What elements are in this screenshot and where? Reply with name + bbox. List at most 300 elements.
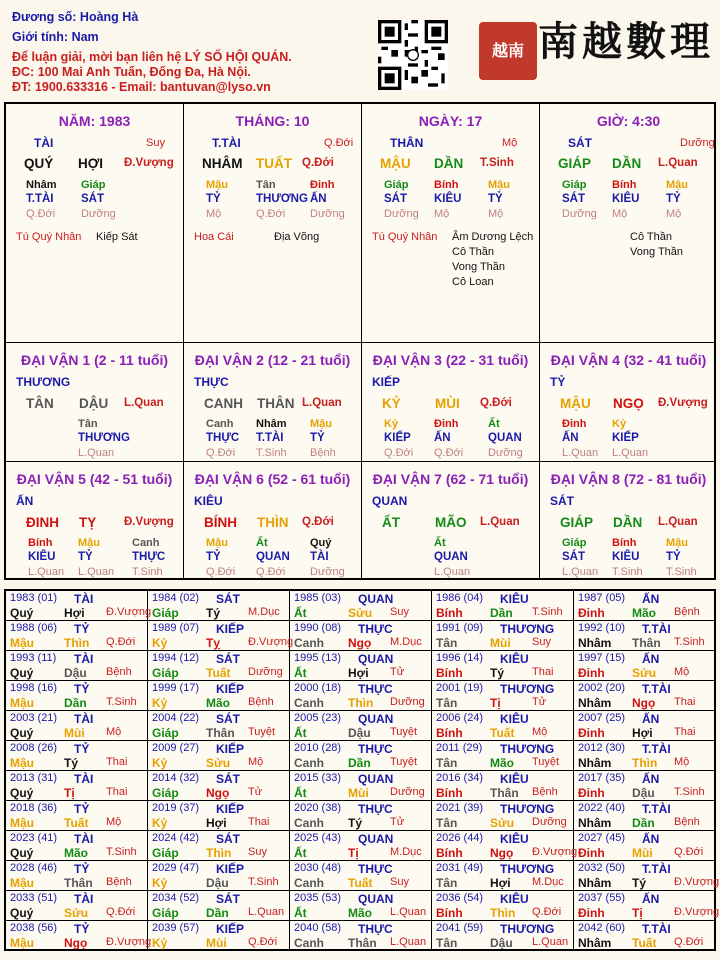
year-god: KIẾP [216, 742, 245, 756]
year-stem: Canh [294, 936, 324, 950]
year-branch: Mùi [632, 846, 653, 860]
year-stem: Mậu [10, 876, 34, 890]
year-stem: Kỷ [152, 936, 168, 950]
year-label: 2016 (34) [436, 772, 484, 784]
dai-van-hidden-stage: Q.Đới [256, 566, 286, 578]
year-label: 1998 (16) [10, 682, 58, 694]
hidden-stem: Mậu [206, 179, 228, 191]
year-branch: Ngọ [64, 936, 88, 950]
year-god: ẤN [642, 712, 660, 726]
year-stem: Đinh [578, 846, 605, 860]
year-god: THỰC [358, 922, 393, 936]
year-cell [432, 711, 574, 741]
year-branch: Thân [632, 636, 661, 650]
year-stem: Canh [294, 636, 324, 650]
dai-van-hidden-stage: L.Quan [612, 447, 649, 459]
year-label: 1991 (09) [436, 622, 484, 634]
year-cell [574, 681, 714, 711]
year-cell [148, 651, 290, 681]
year-stem: Ất [294, 786, 307, 800]
year-stage: Thai [248, 816, 270, 828]
year-cell [6, 681, 148, 711]
year-branch: Tý [632, 876, 647, 890]
year-label: 2030 (48) [294, 862, 342, 874]
year-branch: Sửu [490, 816, 515, 830]
year-label: 2032 (50) [578, 862, 626, 874]
pillar-god: T.TÀI [212, 136, 241, 150]
year-label: 2007 (25) [578, 712, 626, 724]
year-stem: Quý [10, 906, 34, 920]
year-label: 2015 (33) [294, 772, 342, 784]
hidden-god: SÁT [562, 193, 585, 205]
year-branch: Dậu [64, 666, 87, 680]
year-god: THƯƠNG [500, 922, 555, 936]
year-stage: L.Quan [532, 936, 569, 948]
year-cell [6, 891, 148, 921]
dai-van-hidden-god: TỶ [78, 551, 93, 563]
year-god: SÁT [216, 652, 240, 666]
dai-van-branch-stage: L.Quan [124, 397, 164, 409]
year-god: TỶ [74, 922, 90, 936]
dai-van-hidden-stem: Mậu [310, 418, 332, 430]
qr-code-icon [378, 20, 448, 90]
chart-header [0, 0, 720, 100]
pillar-title: THÁNG: 10 [235, 113, 310, 129]
year-stage: Bệnh [106, 876, 132, 888]
year-cell [148, 741, 290, 771]
year-stage: Tuyệt [390, 756, 418, 768]
year-god: QUAN [358, 772, 394, 786]
year-branch: Hợi [348, 666, 369, 680]
dai-van-god: KIÊU [194, 494, 223, 508]
year-label: 2037 (55) [578, 892, 626, 904]
year-god: TỶ [74, 682, 90, 696]
year-branch: Dần [348, 756, 371, 770]
dai-van-stem: BÍNH [204, 515, 237, 530]
year-label: 2027 (45) [578, 832, 626, 844]
year-stem: Ất [294, 846, 307, 860]
pillar-title: NĂM: 1983 [58, 113, 131, 129]
year-god: TÀI [74, 652, 94, 666]
year-stem: Bính [436, 666, 463, 680]
dai-van-god: SÁT [550, 494, 574, 508]
pillar-god: SÁT [568, 136, 592, 150]
year-cell [432, 801, 574, 831]
hidden-god: SÁT [384, 193, 407, 205]
year-stem: Mậu [10, 636, 34, 650]
year-label: 2009 (27) [152, 742, 200, 754]
year-stage: Tuyệt [248, 726, 276, 738]
year-label: 2012 (30) [578, 742, 626, 754]
hidden-stem: Bính [612, 179, 637, 191]
year-cell [432, 681, 574, 711]
year-branch: Dậu [206, 876, 229, 890]
year-label: 2019 (37) [152, 802, 200, 814]
hidden-stem: Bính [434, 179, 459, 191]
hidden-stage: Dưỡng [81, 208, 116, 220]
year-cell [290, 711, 432, 741]
year-branch: Tuất [632, 936, 657, 950]
year-stage: Thai [674, 696, 696, 708]
star-right: Địa Võng [274, 231, 320, 243]
header-line: ĐC: 100 Mai Anh Tuấn, Đống Đa, Hà Nội. [12, 65, 251, 79]
year-label: 2014 (32) [152, 772, 200, 784]
year-stage: Đ.Vượng [674, 906, 720, 918]
dai-van-title: ĐẠI VẬN 5 (42 - 51 tuổi) [16, 471, 173, 487]
year-god: KIÊU [500, 892, 529, 906]
year-stage: Suy [248, 846, 267, 858]
year-god: THỰC [358, 862, 393, 876]
year-cell [574, 621, 714, 651]
dai-van-hidden-god: TÀI [310, 551, 329, 563]
year-god: T.TÀI [642, 922, 671, 936]
year-branch: Thìn [206, 846, 232, 860]
year-stem: Nhâm [578, 636, 612, 650]
dai-van-title: ĐẠI VẬN 6 (52 - 61 tuổi) [194, 471, 351, 487]
year-branch: Thìn [490, 906, 516, 920]
year-cell [574, 591, 714, 621]
year-cell [148, 681, 290, 711]
year-label: 1987 (05) [578, 592, 626, 604]
year-branch: Mão [490, 756, 514, 770]
year-branch: Mão [348, 906, 372, 920]
year-cell [148, 711, 290, 741]
year-label: 2025 (43) [294, 832, 342, 844]
dai-van-hidden-stem: Kỷ [384, 418, 399, 430]
year-god: TỶ [74, 802, 90, 816]
year-label: 1989 (07) [152, 622, 200, 634]
dai-van-god: THƯƠNG [16, 375, 71, 389]
header-line: ĐT: 1900.633316 - Email: bantuvan@lyso.vn [12, 80, 271, 94]
year-label: 2005 (23) [294, 712, 342, 724]
year-label: 2011 (29) [436, 742, 483, 754]
year-stem: Giáp [152, 666, 179, 680]
dai-van-branch-stage: L.Quan [658, 516, 698, 528]
year-stage: Tử [390, 666, 405, 678]
hidden-stage: Dưỡng [384, 208, 419, 220]
dai-van-stem: MẬU [560, 396, 591, 411]
year-god: QUAN [358, 712, 394, 726]
year-stage: Q.Đới [106, 636, 136, 648]
year-god: THỰC [358, 802, 393, 816]
year-cell [574, 741, 714, 771]
dai-van-hidden-stem: Ất [434, 537, 446, 549]
year-stem: Canh [294, 756, 324, 770]
year-label: 1992 (10) [578, 622, 626, 634]
dai-van-hidden-stem: Ất [488, 418, 500, 430]
dai-van-hidden-god: TỶ [666, 551, 681, 563]
year-branch: Tuất [348, 876, 373, 890]
hidden-stage: Mộ [666, 208, 682, 220]
year-stage: M.Dục [248, 606, 280, 618]
year-branch: Mùi [348, 786, 369, 800]
hidden-god: KIÊU [612, 193, 640, 205]
year-stage: Q.Đới [248, 936, 278, 948]
dai-van-hidden-stem: Bính [28, 537, 53, 549]
year-stem: Tân [436, 936, 458, 950]
dai-van-hidden-stage: T.Sinh [256, 447, 287, 459]
year-branch: Mùi [490, 636, 511, 650]
year-stem: Đinh [578, 906, 605, 920]
year-branch: Ngọ [632, 696, 656, 710]
year-stage: Mộ [106, 726, 122, 738]
year-label: 2000 (18) [294, 682, 342, 694]
year-branch: Sửu [64, 906, 89, 920]
year-stem: Quý [10, 666, 34, 680]
dai-van-title: ĐẠI VẬN 2 (12 - 21 tuổi) [194, 352, 351, 368]
star-right: Cô Thần [630, 231, 672, 243]
year-cell [432, 831, 578, 861]
year-cell [290, 741, 432, 771]
year-cell [6, 801, 148, 831]
pillar-branch-stage: L.Quan [658, 157, 698, 169]
year-branch: Tị [348, 846, 359, 860]
year-stage: Mộ [248, 756, 264, 768]
year-god: SÁT [216, 772, 240, 786]
pillar-title: NGÀY: 17 [418, 113, 483, 129]
year-god: KIÊU [500, 832, 529, 846]
year-cell [290, 651, 432, 681]
dai-van-branch: THÂN [257, 396, 295, 411]
pillar-branch: TUẤT [256, 156, 292, 171]
year-label: 2024 (42) [152, 832, 200, 844]
dai-van-hidden-god: ẤN [562, 432, 579, 444]
year-branch: Tý [490, 666, 505, 680]
year-stem: Giáp [152, 786, 179, 800]
dai-van-hidden-god: QUAN [488, 432, 522, 444]
year-stem: Tân [436, 816, 458, 830]
year-branch: Tị [632, 906, 643, 920]
dai-van-hidden-stage: T.Sinh [132, 566, 163, 578]
dai-van-god: KIẾP [372, 375, 401, 389]
year-label: 1996 (14) [436, 652, 484, 664]
year-branch: Thân [64, 876, 93, 890]
dai-van-branch: MÃO [435, 515, 467, 530]
year-branch: Ngọ [490, 846, 514, 860]
year-stem: Mậu [10, 756, 34, 770]
year-stage: L.Quan [390, 906, 427, 918]
year-label: 2038 (56) [10, 922, 58, 934]
dai-van-god: QUAN [372, 494, 408, 508]
year-cell [290, 921, 432, 949]
pillar-stem: GIÁP [558, 156, 592, 171]
year-label: 1988 (06) [10, 622, 58, 634]
hidden-god: THƯƠNG [256, 193, 308, 205]
dai-van-hidden-stem: Kỷ [612, 418, 627, 430]
dai-van-branch-stage: L.Quan [480, 516, 520, 528]
year-cell [148, 831, 290, 861]
dai-van-hidden-god: KIẾP [384, 432, 411, 444]
year-god: T.TÀI [642, 802, 671, 816]
year-stage: Bệnh [106, 666, 132, 678]
year-stem: Giáp [152, 906, 179, 920]
year-stage: Dưỡng [532, 816, 567, 828]
year-god: KIẾP [216, 802, 245, 816]
red-seal-logo: 越南 [479, 22, 537, 80]
hidden-god: TỶ [666, 193, 681, 205]
year-stem: Mậu [10, 816, 34, 830]
dai-van-hidden-stem: Đinh [434, 418, 459, 430]
year-stem: Nhâm [578, 936, 612, 950]
year-stage: Đ.Vượng [532, 846, 578, 858]
year-stage: Suy [390, 876, 409, 888]
year-god: T.TÀI [642, 742, 671, 756]
year-stem: Quý [10, 726, 34, 740]
year-branch: Dần [64, 696, 87, 710]
year-label: 2001 (19) [436, 682, 484, 694]
year-cell [290, 771, 432, 801]
pillar-title: GIỜ: 4:30 [596, 113, 661, 129]
year-stage: Bệnh [674, 606, 700, 618]
year-stage: L.Quan [390, 936, 427, 948]
year-label: 1985 (03) [294, 592, 342, 604]
year-stem: Đinh [578, 606, 605, 620]
year-god: THƯƠNG [500, 622, 555, 636]
hidden-stage: Q.Đới [26, 208, 56, 220]
year-branch: Mão [206, 696, 230, 710]
year-god: KIẾP [216, 862, 245, 876]
year-label: 2013 (31) [10, 772, 58, 784]
dai-van-branch-stage: L.Quan [302, 397, 342, 409]
pillar-stem: QUÝ [24, 156, 54, 171]
year-cell [6, 651, 148, 681]
pillar-stage: Q.Đới [324, 137, 354, 149]
year-branch: Hợi [632, 726, 653, 740]
year-branch: Dần [632, 816, 655, 830]
dai-van-hidden-stage: T.Sinh [612, 566, 643, 578]
year-label: 2017 (35) [578, 772, 626, 784]
year-stage: Q.Đới [674, 936, 704, 948]
hidden-god: TỶ [488, 193, 503, 205]
hidden-god: ẤN [310, 193, 327, 205]
hidden-stem: Tân [256, 179, 276, 191]
year-god: TÀI [74, 892, 94, 906]
year-cell [6, 831, 148, 861]
year-label: 1993 (11) [10, 652, 57, 664]
year-god: KIẾP [216, 922, 245, 936]
header-line: Để luận giải, mời bạn liên hệ LÝ SỐ HỘI QUÁN. [12, 50, 292, 64]
dai-van-hidden-stem: Đinh [562, 418, 587, 430]
year-branch: Thân [206, 726, 235, 740]
year-branch: Hợi [64, 606, 85, 620]
year-stage: Đ.Vượng [248, 636, 294, 648]
dai-van-hidden-god: ẤN [434, 432, 451, 444]
year-branch: Sửu [632, 666, 657, 680]
pillar-branch-stage: Q.Đới [302, 157, 334, 169]
year-god: ẤN [642, 832, 660, 846]
pillar-god: TÀI [34, 136, 54, 150]
year-stage: Đ.Vượng [674, 876, 720, 888]
dai-van-branch-stage: Đ.Vượng [658, 397, 708, 409]
year-label: 2018 (36) [10, 802, 58, 814]
year-label: 2020 (38) [294, 802, 342, 814]
year-stage: T.Sinh [248, 876, 279, 888]
dai-van-branch: MÙI [435, 396, 460, 411]
year-stage: Mộ [106, 816, 122, 828]
year-cell [432, 861, 574, 891]
year-cell [574, 651, 714, 681]
year-cell [290, 831, 432, 861]
hidden-stem: Đinh [310, 179, 335, 191]
year-god: TỶ [74, 622, 90, 636]
year-branch: Dậu [348, 726, 371, 740]
year-cell [432, 921, 574, 949]
year-god: KIÊU [500, 712, 529, 726]
year-cell [148, 591, 290, 621]
year-cell [148, 891, 290, 921]
year-god: QUAN [358, 892, 394, 906]
year-cell [6, 591, 152, 621]
year-stage: M.Dục [532, 876, 564, 888]
year-cell [6, 741, 148, 771]
year-label: 2023 (41) [10, 832, 58, 844]
year-label: 2022 (40) [578, 802, 626, 814]
year-stage: Bệnh [532, 786, 558, 798]
year-stem: Bính [436, 846, 463, 860]
hidden-god: TỶ [206, 193, 221, 205]
year-cell [574, 801, 714, 831]
pillar-stage: Suy [146, 137, 165, 149]
dai-van-title: ĐẠI VẬN 3 (22 - 31 tuổi) [372, 352, 529, 368]
year-label: 2004 (22) [152, 712, 200, 724]
year-stage: T.Sinh [532, 606, 563, 618]
dai-van-god: ẤN [16, 494, 34, 508]
year-label: 2029 (47) [152, 862, 200, 874]
dai-van-god: THỰC [194, 375, 229, 389]
dai-van-hidden-stage: Q.Đới [206, 566, 236, 578]
year-stage: Đ.Vượng [106, 606, 152, 618]
pillar-stem: NHÂM [202, 156, 243, 171]
dai-van-hidden-god: THƯƠNG [78, 432, 130, 444]
year-stem: Ất [294, 726, 307, 740]
year-cell [148, 921, 290, 949]
year-branch: Ngọ [348, 636, 372, 650]
year-label: 2002 (20) [578, 682, 626, 694]
year-branch: Tý [206, 606, 221, 620]
year-stem: Tân [436, 756, 458, 770]
hidden-stem: Mậu [488, 179, 510, 191]
year-god: THƯƠNG [500, 682, 555, 696]
year-stem: Ất [294, 906, 307, 920]
dai-van-hidden-god: THỰC [206, 432, 240, 444]
year-cell [6, 921, 152, 950]
year-cell [574, 861, 720, 891]
year-branch: Hợi [490, 876, 511, 890]
dai-van-branch-stage: Q.Đới [480, 397, 512, 409]
pillar-god: THÂN [390, 136, 424, 150]
dai-van-hidden-stem: Quý [310, 537, 332, 549]
year-stage: L.Quan [248, 906, 285, 918]
year-branch: Thìn [348, 696, 374, 710]
dai-van-hidden-stage: L.Quan [78, 447, 115, 459]
year-stem: Đinh [578, 786, 605, 800]
year-stage: Bệnh [674, 816, 700, 828]
year-branch: Mão [64, 846, 88, 860]
dai-van-hidden-stage: Q.Đới [384, 447, 414, 459]
year-label: 2042 (60) [578, 922, 626, 934]
dai-van-hidden-stem: Mậu [206, 537, 228, 549]
year-cell [432, 741, 574, 771]
year-stage: Mộ [674, 666, 690, 678]
hidden-stage: Q.Đới [256, 208, 286, 220]
dai-van-hidden-god: KIÊU [612, 551, 640, 563]
hidden-stage: Dưỡng [562, 208, 597, 220]
year-branch: Ngọ [206, 786, 230, 800]
year-stage: Thai [106, 756, 128, 768]
year-god: KIÊU [500, 772, 529, 786]
dai-van-hidden-god: QUAN [256, 551, 290, 563]
year-stem: Canh [294, 876, 324, 890]
